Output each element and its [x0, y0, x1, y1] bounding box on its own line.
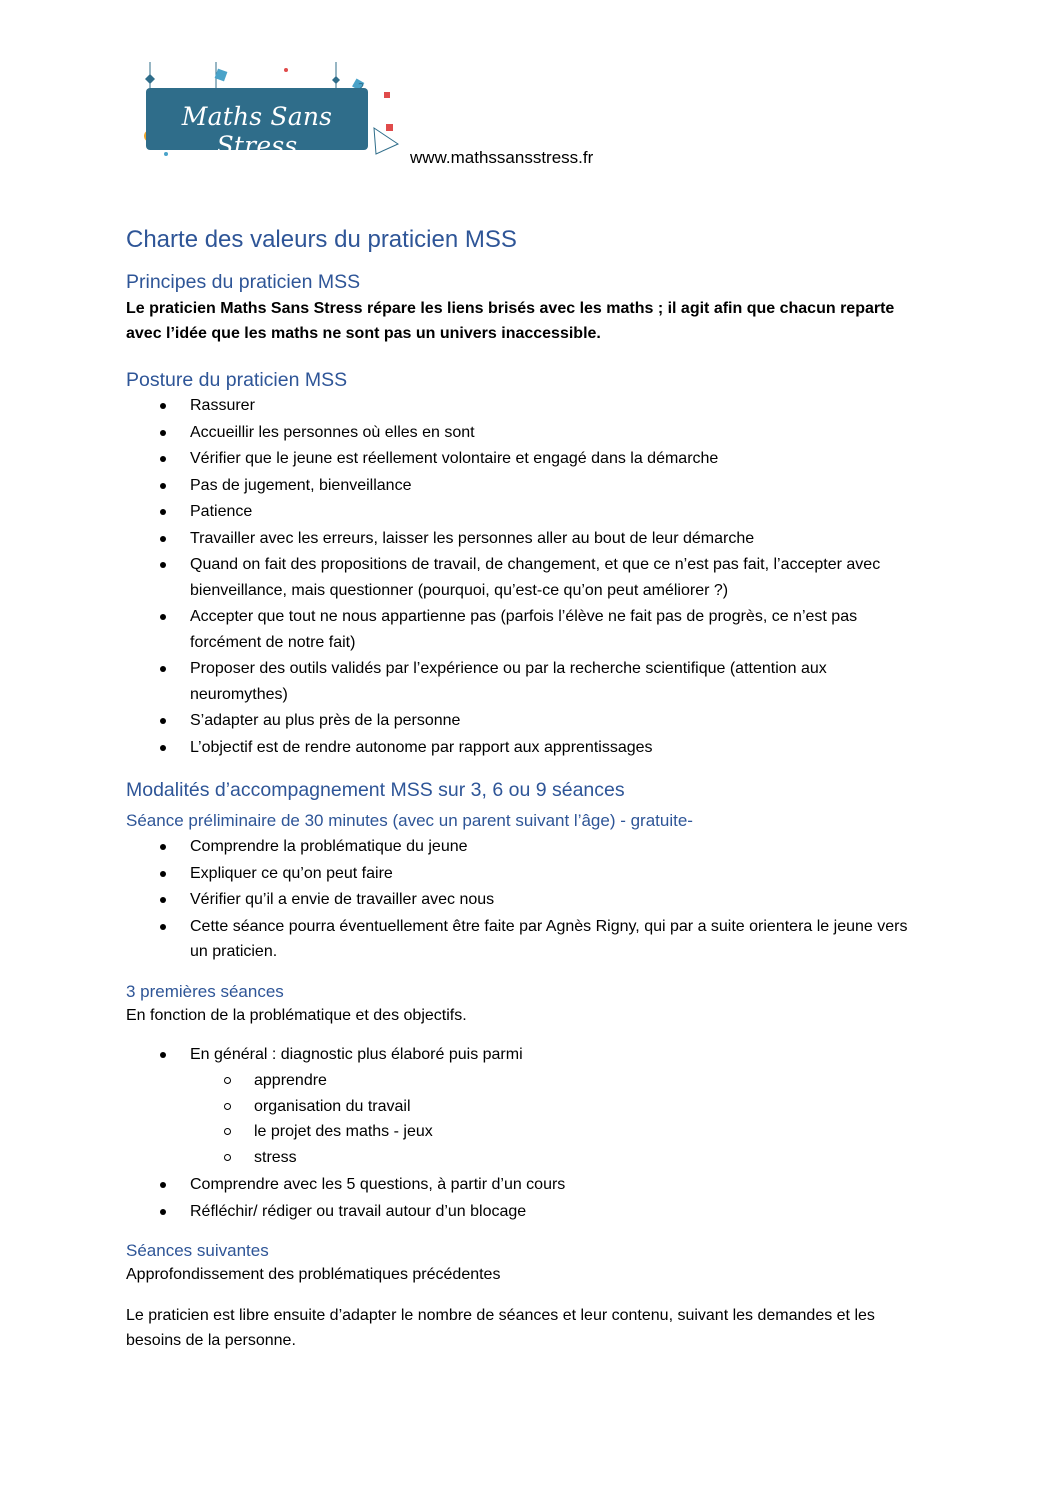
circle-bullet-icon [224, 1128, 231, 1135]
subsection-heading-premieres: 3 premières séances [126, 981, 284, 1001]
page-title: Charte des valeurs du praticien MSS [126, 226, 517, 253]
subsection-heading-preliminaire: Séance préliminaire de 30 minutes (avec un parent suivant l’âge) - gratuite- [126, 811, 693, 830]
premieres-list [126, 1042, 926, 1068]
list-item: Cette séance pourra éventuellement être faite par Agnès Rigny, qui par a suite orientera le jeune vers un praticien. [126, 914, 926, 965]
list-item: Quand on fait des propositions de travail, de changement, et que ce n’est pas fait, l’accepter avec bienveillance, mais questionner (pourquoi, qu’est-ce qu’on peut améliorer ?) [126, 552, 926, 603]
bullet-icon [160, 456, 166, 462]
sub-list-item: organisation du travail [126, 1094, 926, 1120]
closing-paragraph: Le praticien est libre ensuite d’adapter le nombre de séances et leur contenu, suivant les demandes et les besoins de la personne. [126, 1307, 875, 1349]
list-item: Expliquer ce qu’on peut faire [126, 861, 926, 887]
logo-banner [146, 88, 368, 160]
bullet-icon [160, 509, 166, 515]
sub-list-item: apprendre [126, 1068, 926, 1094]
sub-list-item: le projet des maths - jeux [126, 1119, 926, 1145]
principes-text: Le praticien Maths Sans Stress répare les liens brisés avec les maths ; il agit afin que chacun reparte avec l’idée que les maths ne sont pas un univers inaccessible. [126, 300, 895, 342]
preliminaire-list [126, 834, 926, 965]
maths-sans-stress-logo [136, 62, 406, 162]
bullet-icon [160, 614, 166, 620]
list-item: Accepter que tout ne nous appartienne pas (parfois l’élève ne fait pas de progrès, ce n’est pas forcément de notre fait) [126, 604, 926, 655]
bullet-icon [160, 1182, 166, 1188]
list-item: Travailler avec les erreurs, laisser les personnes aller au bout de leur démarche [126, 526, 926, 552]
premieres-intro: En fonction de la problématique et des objectifs. [126, 1006, 467, 1024]
list-item: Proposer des outils validés par l’expérience ou par la recherche scientifique (attention aux neuromythes) [126, 656, 926, 707]
website-url[interactable]: www.mathssansstress.fr [410, 148, 594, 167]
logo-text: Maths Sans Stress [181, 102, 333, 160]
suivantes-text: Approfondissement des problématiques précédentes [126, 1266, 501, 1283]
section-heading-posture: Posture du praticien MSS [126, 369, 348, 391]
list-item: S’adapter au plus près de la personne [126, 708, 926, 734]
bullet-icon [160, 745, 166, 751]
list-item: Comprendre la problématique du jeune [126, 834, 926, 860]
subsection-heading-suivantes: Séances suivantes [126, 1241, 269, 1260]
bullet-icon [160, 1052, 166, 1058]
bullet-icon [160, 718, 166, 724]
premieres-sub-list [126, 1068, 926, 1170]
bullet-icon [160, 844, 166, 850]
list-item: Accueillir les personnes où elles en sont [126, 420, 926, 446]
bullet-icon [160, 536, 166, 542]
list-item: Réfléchir/ rédiger ou travail autour d’un blocage [126, 1199, 926, 1225]
section-heading-modalites: Modalités d’accompagnement MSS sur 3, 6 ou 9 séances [126, 779, 625, 801]
list-item: Vérifier qu’il a envie de travailler avec nous [126, 887, 926, 913]
bullet-icon [160, 483, 166, 489]
circle-bullet-icon [224, 1077, 231, 1084]
list-item: Patience [126, 499, 926, 525]
list-item: Pas de jugement, bienveillance [126, 473, 926, 499]
list-item: Vérifier que le jeune est réellement volontaire et engagé dans la démarche [126, 446, 926, 472]
bullet-icon [160, 924, 166, 930]
bullet-icon [160, 430, 166, 436]
bullet-icon [160, 562, 166, 568]
bullet-icon [160, 1209, 166, 1215]
bullet-icon [160, 403, 166, 409]
premieres-list-more [126, 1172, 926, 1224]
section-heading-principes: Principes du praticien MSS [126, 271, 361, 293]
bullet-icon [160, 666, 166, 672]
bullet-icon [160, 871, 166, 877]
document-content [126, 226, 926, 1353]
posture-list [126, 393, 926, 760]
circle-bullet-icon [224, 1103, 231, 1110]
list-item: Rassurer [126, 393, 926, 419]
circle-bullet-icon [224, 1154, 231, 1161]
list-item: En général : diagnostic plus élaboré puis parmi [126, 1042, 926, 1068]
bullet-icon [160, 897, 166, 903]
list-item: Comprendre avec les 5 questions, à partir d’un cours [126, 1172, 926, 1198]
sub-list-item: stress [126, 1145, 926, 1171]
list-item: L’objectif est de rendre autonome par rapport aux apprentissages [126, 735, 926, 761]
